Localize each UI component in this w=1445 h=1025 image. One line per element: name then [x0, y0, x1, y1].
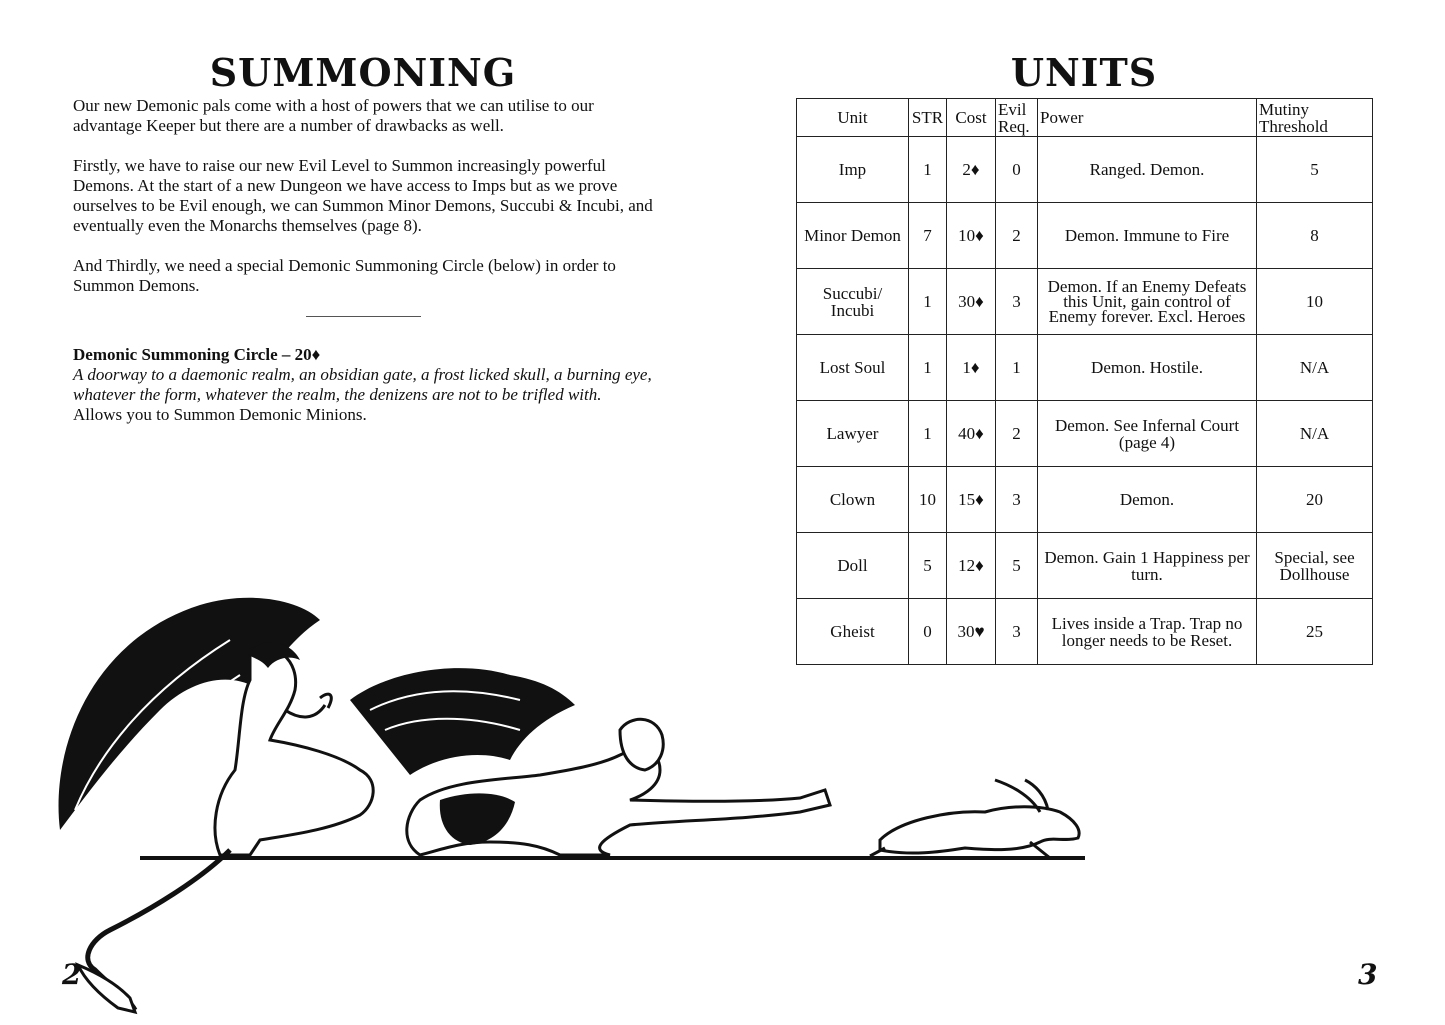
cell-power: Demon. See Infernal Court (page 4) — [1038, 401, 1257, 467]
table-row — [797, 269, 1373, 335]
cell-evil-req: 1 — [996, 335, 1038, 401]
building-flavor-text: A doorway to a daemonic realm, an obsidian gate, a frost licked skull, a burning eye, whatever the form, whatever the realm, the denizens are not to be trifled with. — [73, 365, 652, 404]
cell-evil-req: 2 — [996, 401, 1038, 467]
right-demon-wing-icon — [350, 668, 575, 775]
cell-str: 0 — [909, 599, 947, 665]
cell-cost: 15♦ — [947, 467, 996, 533]
cell-unit: Doll — [797, 533, 909, 599]
cell-power: Demon. — [1038, 467, 1257, 533]
cell-cost: 40♦ — [947, 401, 996, 467]
evil-level-paragraph: Firstly, we have to raise our new Evil Level to Summon increasingly powerful Demons. At the start of a new Dungeon we have access to Imps but as we prove ourselves to be Evil enough, we can Summon Minor Demons, Succubi & Incubi, and eventually even the Monarchs themselves (page 8). — [73, 156, 653, 235]
cell-mutiny: 8 — [1257, 203, 1373, 269]
intro-paragraph: Our new Demonic pals come with a host of powers that we can utilise to our advantage Keeper but there are a number of drawbacks as well. — [73, 96, 594, 135]
cell-unit: Gheist — [797, 599, 909, 665]
cell-str: 5 — [909, 533, 947, 599]
cell-unit: Succubi/ Incubi — [797, 269, 909, 335]
cell-cost: 30♥ — [947, 599, 996, 665]
header-evil-req: Evil Req. — [996, 99, 1038, 137]
cell-power: Demon. If an Enemy Defeats this Unit, gain control of Enemy forever. Excl. Heroes — [1038, 269, 1257, 335]
cell-evil-req: 2 — [996, 203, 1038, 269]
table-row — [797, 401, 1373, 467]
cell-evil-req: 3 — [996, 467, 1038, 533]
cell-mutiny: N/A — [1257, 401, 1373, 467]
cell-evil-req: 3 — [996, 269, 1038, 335]
cell-mutiny: Special, see Dollhouse — [1257, 533, 1373, 599]
cell-mutiny: 25 — [1257, 599, 1373, 665]
cell-cost: 30♦ — [947, 269, 996, 335]
page-number-right: 3 — [1358, 958, 1378, 991]
page-number-left: 2 — [62, 958, 82, 991]
cell-mutiny: 5 — [1257, 137, 1373, 203]
cell-power: Ranged. Demon. — [1038, 137, 1257, 203]
rabbit-icon — [880, 807, 1079, 853]
cell-cost: 12♦ — [947, 533, 996, 599]
header-power: Power — [1038, 99, 1257, 137]
cell-mutiny: 10 — [1257, 269, 1373, 335]
cell-unit: Minor Demon — [797, 203, 909, 269]
demons-chasing-rabbit-illustration — [0, 580, 1110, 1020]
left-demon-foot-icon — [78, 965, 135, 1012]
cell-unit: Imp — [797, 137, 909, 203]
cell-str: 10 — [909, 467, 947, 533]
summoning-circle-paragraph: And Thirdly, we need a special Demonic Summoning Circle (below) in order to Summon Demons. — [73, 256, 616, 295]
cell-cost: 2♦ — [947, 137, 996, 203]
page-title-units: UNITS — [1010, 50, 1158, 95]
cell-evil-req: 3 — [996, 599, 1038, 665]
cell-power: Demon. Gain 1 Happiness per turn. — [1038, 533, 1257, 599]
units-table-header-row — [797, 99, 1373, 137]
cell-unit: Lawyer — [797, 401, 909, 467]
header-mutiny-threshold: Mutiny Threshold — [1257, 99, 1373, 137]
cell-unit: Lost Soul — [797, 335, 909, 401]
cell-mutiny: N/A — [1257, 335, 1373, 401]
table-row — [797, 203, 1373, 269]
cell-str: 1 — [909, 401, 947, 467]
cell-str: 1 — [909, 137, 947, 203]
cell-str: 7 — [909, 203, 947, 269]
header-str: STR — [909, 99, 947, 137]
page-title-summoning: SUMMONING — [209, 50, 517, 95]
cell-evil-req: 5 — [996, 533, 1038, 599]
cell-power: Demon. Immune to Fire — [1038, 203, 1257, 269]
cell-power: Lives inside a Trap. Trap no longer needs to be Reset. — [1038, 599, 1257, 665]
header-cost: Cost — [947, 99, 996, 137]
cell-str: 1 — [909, 335, 947, 401]
cell-cost: 10♦ — [947, 203, 996, 269]
header-unit: Unit — [797, 99, 909, 137]
cell-cost: 1♦ — [947, 335, 996, 401]
cell-evil-req: 0 — [996, 137, 1038, 203]
table-row — [797, 335, 1373, 401]
summoning-text-column — [73, 96, 653, 425]
cell-power: Demon. Hostile. — [1038, 335, 1257, 401]
table-row — [797, 137, 1373, 203]
table-row — [797, 467, 1373, 533]
section-divider — [306, 316, 421, 317]
cell-unit: Clown — [797, 467, 909, 533]
cell-mutiny: 20 — [1257, 467, 1373, 533]
cell-str: 1 — [909, 269, 947, 335]
building-effect: Allows you to Summon Demonic Minions. — [73, 405, 367, 424]
building-name: Demonic Summoning Circle – 20♦ — [73, 345, 321, 364]
